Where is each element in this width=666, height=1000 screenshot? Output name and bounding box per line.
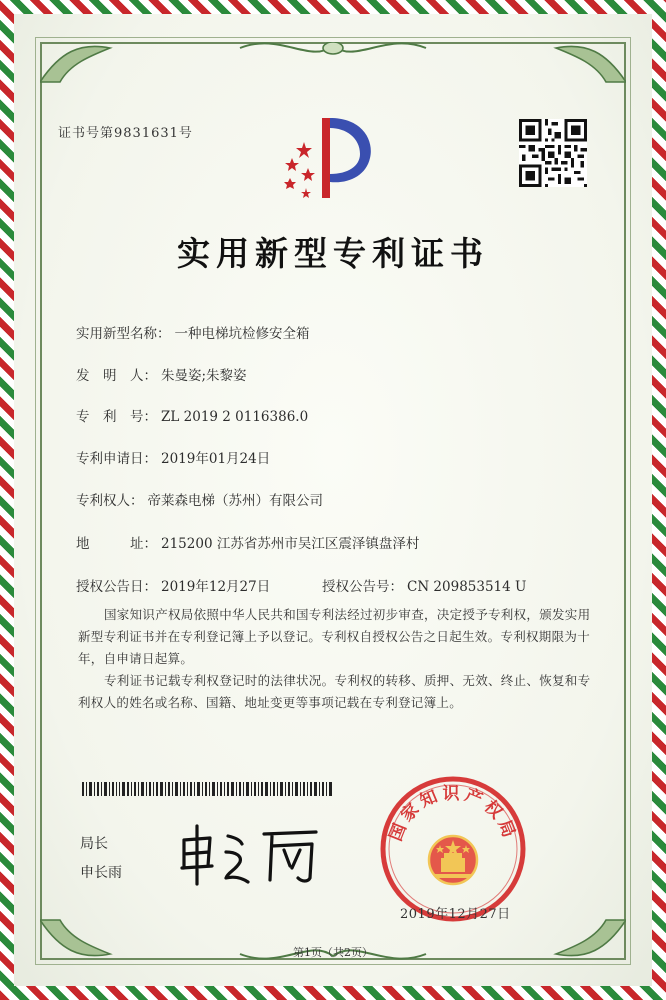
certificate-title: 实用新型专利证书 [177, 234, 489, 273]
body-paragraph-2: 专利证书记载专利权登记时的法律状况。专利权的转移、质押、无效、终止、恢复和专利权人的姓名或名称、国籍、地址变更等事项记载在专利登记簿上。 [78, 673, 591, 710]
cnipa-logo-icon [274, 112, 384, 202]
field-label: 专利权人： [76, 493, 144, 509]
field-label: 发 明 人： [76, 368, 157, 384]
director-signature [176, 822, 326, 886]
field-value: ZL 2019 2 0116386.0 [161, 409, 309, 425]
field-value: 一种电梯坑检修安全箱 [174, 326, 310, 342]
field-address [76, 532, 419, 552]
svg-text:国家知识产权局: 国家知识产权局 [385, 784, 521, 844]
field-label: 专 利 号： [76, 409, 157, 425]
field-value: 215200 江苏省苏州市吴江区震泽镇盘泽村 [161, 536, 420, 552]
qr-code [519, 119, 587, 187]
field-value: 朱曼姿;朱黎姿 [161, 368, 247, 384]
field-value: 2019年12月27日 [161, 579, 271, 595]
director-name: 申长雨 [80, 865, 122, 881]
body-paragraph-1: 国家知识产权局依照中华人民共和国专利法经过初步审查，决定授予专利权，颁发实用新型专利证书并在专利登记簿上予以登记。专利权自授权公告之日起生效。专利权期限为十年，自申请日起算。 [78, 607, 591, 666]
seal-date: 2019年12月27日 [400, 907, 511, 922]
barcode [82, 782, 332, 796]
certificate-number: 证书号第9831631号 [58, 126, 193, 141]
page-number: 第1页（共2页） [293, 946, 373, 959]
field-label: 授权公告号： [322, 579, 403, 595]
field-label: 授权公告日： [76, 579, 157, 595]
field-grant-date [76, 575, 270, 595]
field-label: 实用新型名称： [76, 326, 171, 342]
field-grant-publication-number [322, 575, 526, 595]
field-patentee [76, 489, 323, 509]
field-utility-model-name [76, 322, 310, 342]
field-value: 2019年01月24日 [161, 451, 271, 467]
director-title: 局长 [80, 836, 108, 852]
field-label: 地 址： [76, 536, 157, 552]
official-seal-icon [378, 774, 528, 924]
field-value: CN 209853514 U [407, 579, 527, 595]
field-application-date [76, 447, 270, 467]
field-label: 专利申请日： [76, 451, 157, 467]
field-inventor [76, 364, 247, 384]
field-value: 帝莱森电梯（苏州）有限公司 [147, 493, 323, 509]
field-patent-number [76, 405, 308, 425]
